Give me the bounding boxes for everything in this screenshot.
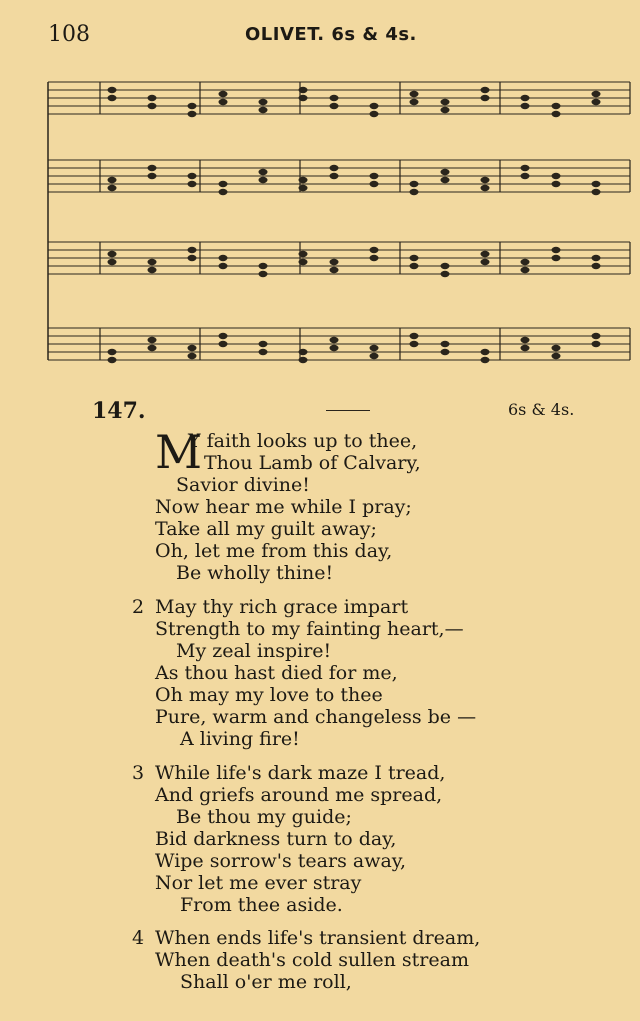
hymn-number: 147.	[92, 398, 146, 424]
note-head	[259, 263, 268, 269]
stanza-line: Y faith looks up to thee,	[188, 430, 418, 452]
stanza-line: Be thou my guide;	[176, 806, 352, 828]
note-head	[441, 169, 450, 175]
stanza-line: Now hear me while I pray;	[155, 496, 412, 518]
note-head	[521, 103, 530, 109]
note-head	[299, 185, 308, 191]
note-head	[330, 337, 339, 343]
note-head	[410, 99, 419, 105]
note-head	[108, 95, 117, 101]
note-head	[219, 333, 228, 339]
note-head	[299, 177, 308, 183]
note-head	[219, 189, 228, 195]
note-head	[148, 173, 157, 179]
note-head	[108, 357, 117, 363]
note-head	[441, 341, 450, 347]
note-head	[188, 247, 197, 253]
note-head	[481, 95, 490, 101]
note-head	[330, 95, 339, 101]
note-head	[299, 87, 308, 93]
note-head	[188, 111, 197, 117]
note-head	[441, 177, 450, 183]
stanza-line: Oh, let me from this day,	[155, 540, 393, 562]
note-head	[410, 263, 419, 269]
note-head	[521, 165, 530, 171]
note-head	[592, 91, 601, 97]
note-head	[188, 103, 197, 109]
note-head	[330, 259, 339, 265]
hymn-rule	[326, 410, 370, 411]
note-head	[219, 99, 228, 105]
stanza-line: A living fire!	[180, 728, 300, 750]
note-head	[219, 263, 228, 269]
note-head	[410, 91, 419, 97]
note-head	[259, 169, 268, 175]
stanza-line: Thou Lamb of Calvary,	[204, 452, 421, 474]
stanza-number: 3	[132, 762, 145, 784]
hymn-meter: 6s & 4s.	[508, 400, 575, 419]
note-head	[108, 177, 117, 183]
stanza-line: Nor let me ever stray	[155, 872, 362, 894]
note-head	[219, 255, 228, 261]
stanza-line: While life's dark maze I tread,	[155, 762, 446, 784]
note-head	[552, 345, 561, 351]
note-head	[108, 185, 117, 191]
note-head	[330, 173, 339, 179]
drop-cap: M	[155, 425, 203, 479]
note-head	[259, 99, 268, 105]
note-head	[148, 345, 157, 351]
stanza-line: Shall o'er me roll,	[180, 971, 352, 993]
stanza-line: As thou hast died for me,	[155, 662, 398, 684]
note-head	[481, 259, 490, 265]
stanza-line: Strength to my fainting heart,—	[155, 618, 464, 640]
page-header	[0, 20, 640, 50]
note-head	[481, 177, 490, 183]
note-head	[188, 173, 197, 179]
stanza-line: My zeal inspire!	[176, 640, 332, 662]
note-head	[188, 255, 197, 261]
note-head	[188, 181, 197, 187]
note-head	[592, 255, 601, 261]
note-head	[410, 255, 419, 261]
note-head	[552, 255, 561, 261]
note-head	[299, 357, 308, 363]
note-head	[259, 177, 268, 183]
note-head	[481, 349, 490, 355]
page-number: 108	[48, 22, 90, 47]
stanza-line: From thee aside.	[180, 894, 343, 916]
note-head	[370, 353, 379, 359]
note-head	[592, 341, 601, 347]
note-head	[188, 353, 197, 359]
note-head	[330, 267, 339, 273]
note-head	[148, 165, 157, 171]
note-head	[481, 87, 490, 93]
note-head	[108, 349, 117, 355]
note-head	[108, 259, 117, 265]
note-head	[481, 357, 490, 363]
note-head	[330, 103, 339, 109]
stanza-line: When death's cold sullen stream	[155, 949, 469, 971]
note-head	[552, 247, 561, 253]
note-head	[521, 337, 530, 343]
note-head	[521, 259, 530, 265]
note-head	[441, 349, 450, 355]
note-head	[410, 341, 419, 347]
note-head	[299, 259, 308, 265]
note-head	[259, 107, 268, 113]
note-head	[521, 345, 530, 351]
stanza-line: Be wholly thine!	[176, 562, 334, 584]
stanza-number: 4	[132, 927, 145, 949]
stanza-line: When ends life's transient dream,	[155, 927, 481, 949]
note-head	[410, 333, 419, 339]
note-head	[552, 353, 561, 359]
note-head	[108, 251, 117, 257]
note-head	[552, 181, 561, 187]
music-score	[40, 60, 640, 395]
note-head	[148, 267, 157, 273]
note-head	[259, 271, 268, 277]
note-head	[552, 111, 561, 117]
stanza-line: And griefs around me spread,	[155, 784, 443, 806]
note-head	[148, 103, 157, 109]
note-head	[441, 271, 450, 277]
note-head	[148, 95, 157, 101]
note-head	[441, 107, 450, 113]
note-head	[552, 103, 561, 109]
stanza-line: Savior divine!	[176, 474, 310, 496]
note-head	[592, 99, 601, 105]
note-head	[370, 173, 379, 179]
stanza-line: Bid darkness turn to day,	[155, 828, 397, 850]
note-head	[592, 181, 601, 187]
stanza-line: Wipe sorrow's tears away,	[155, 850, 407, 872]
note-head	[441, 99, 450, 105]
note-head	[299, 251, 308, 257]
stanza-line: Pure, warm and changeless be —	[155, 706, 477, 728]
tune-title: OLIVET. 6s & 4s.	[245, 24, 417, 45]
note-head	[259, 341, 268, 347]
note-head	[370, 181, 379, 187]
stanza-line: Take all my guilt away;	[155, 518, 377, 540]
stanza-line: Oh may my love to thee	[155, 684, 383, 706]
note-head	[108, 87, 117, 93]
note-head	[188, 345, 197, 351]
note-head	[219, 91, 228, 97]
note-head	[370, 111, 379, 117]
note-head	[330, 165, 339, 171]
note-head	[370, 255, 379, 261]
note-head	[521, 267, 530, 273]
note-head	[592, 189, 601, 195]
note-head	[370, 345, 379, 351]
note-head	[441, 263, 450, 269]
note-head	[148, 337, 157, 343]
note-head	[370, 103, 379, 109]
note-head	[370, 247, 379, 253]
note-head	[592, 263, 601, 269]
hymn-header	[0, 398, 640, 428]
note-head	[299, 349, 308, 355]
note-head	[410, 189, 419, 195]
note-head	[521, 173, 530, 179]
note-head	[481, 185, 490, 191]
note-head	[481, 251, 490, 257]
note-head	[521, 95, 530, 101]
stanza-number: 2	[132, 596, 145, 618]
stanza-line: May thy rich grace impart	[155, 596, 409, 618]
note-head	[330, 345, 339, 351]
note-head	[219, 181, 228, 187]
note-head	[148, 259, 157, 265]
note-head	[219, 341, 228, 347]
note-head	[299, 95, 308, 101]
note-head	[259, 349, 268, 355]
note-head	[592, 333, 601, 339]
note-head	[552, 173, 561, 179]
note-head	[410, 181, 419, 187]
